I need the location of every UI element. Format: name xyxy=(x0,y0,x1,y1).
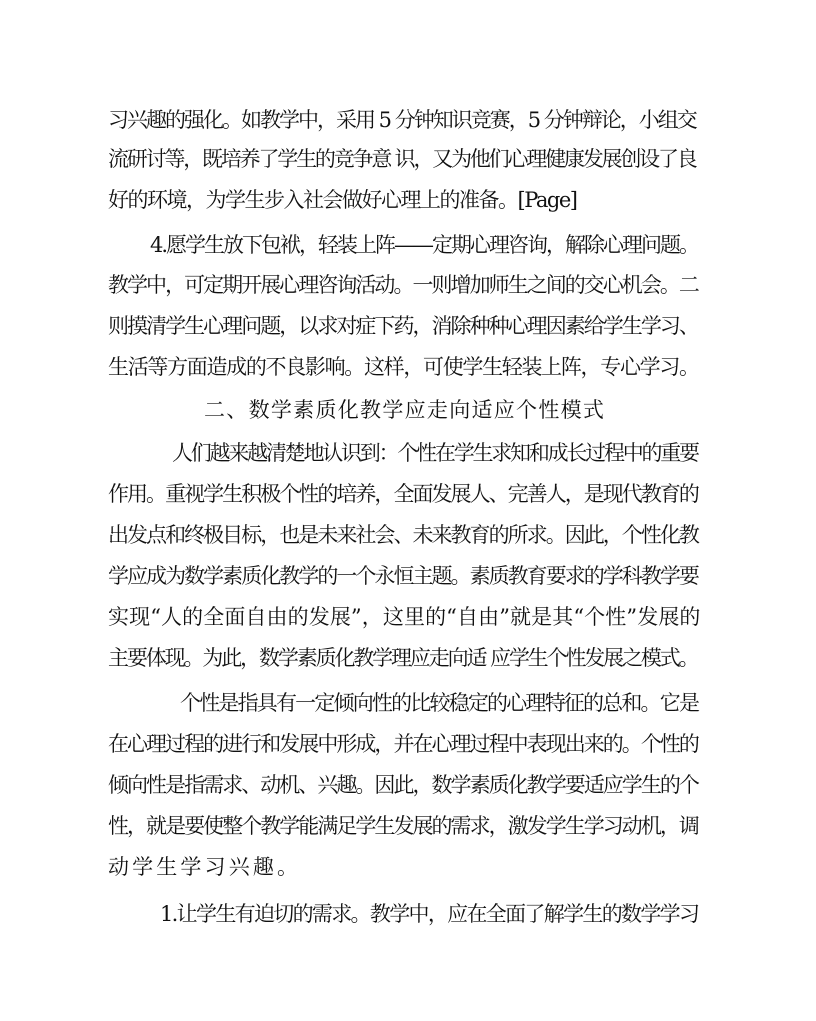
text-line-20: 1.让学生有迫切的需求。教学中，应在全面了解学生的数学学习 xyxy=(160,902,699,926)
text-line-3: 好的环境，为学生步入社会做好心理上的准备。[Page] xyxy=(108,188,577,212)
text-line-10: 作用。重视学生积极个性的培养，全面发展人、完善人，是现代教育的 xyxy=(108,482,698,506)
text-line-9: 人们越来越清楚地认识到：个性在学生求知和成长过程中的重要 xyxy=(172,441,698,465)
text-line-13: 实现“人的全面自由的发展”，这里的“自由”就是其“个性”发展的 xyxy=(108,605,701,629)
text-line-5: 教学中，可定期开展心理咨询活动。一则增加师生之间的交心机会。二 xyxy=(108,273,698,297)
text-line-12: 学应成为数学素质化教学的一个永恒主题。素质教育要求的学科教学要 xyxy=(108,564,698,588)
text-line-11: 出发点和终极目标，也是未来社会、未来教育的所求。因此，个性化教 xyxy=(108,523,698,547)
text-line-17: 倾向性是指需求、动机、兴趣。因此，数学素质化教学要适应学生的个 xyxy=(108,773,698,797)
text-line-7: 生活等方面造成的不良影响。这样，可使学生轻装上阵，专心学习。 xyxy=(108,355,699,379)
text-line-6: 则摸清学生心理问题，以求对症下药，消除种种心理因素给学生学习、 xyxy=(108,314,698,338)
text-line-14: 主要体现。为此，数学素质化教学理应走向适 应学生个性发展之模式。 xyxy=(108,646,698,670)
text-line-1: 习兴趣的强化。如教学中，采用 5 分钟知识竞赛，5 分钟辩论，小组交 xyxy=(108,108,696,132)
text-line-19: 动学生学习兴趣。 xyxy=(108,855,302,879)
section-heading: 二、数学素质化教学应走向适应个性模式 xyxy=(204,398,606,422)
text-line-2: 流研讨等，既培养了学生的竞争意 识，又为他们心理健康发展创设了良 xyxy=(108,147,696,171)
text-line-4: 4.愿学生放下包袱，轻装上阵——定期心理咨询，解除心理问题。 xyxy=(150,233,699,257)
text-line-15: 个性是指具有一定倾向性的比较稳定的心理特征的总和。它是 xyxy=(180,691,699,715)
text-line-18: 性，就是要使整个教学能满足学生发展的需求，激发学生学习动机，调 xyxy=(108,814,698,838)
text-line-16: 在心理过程的进行和发展中形成，并在心理过程中表现出来的。个性的 xyxy=(108,732,698,756)
